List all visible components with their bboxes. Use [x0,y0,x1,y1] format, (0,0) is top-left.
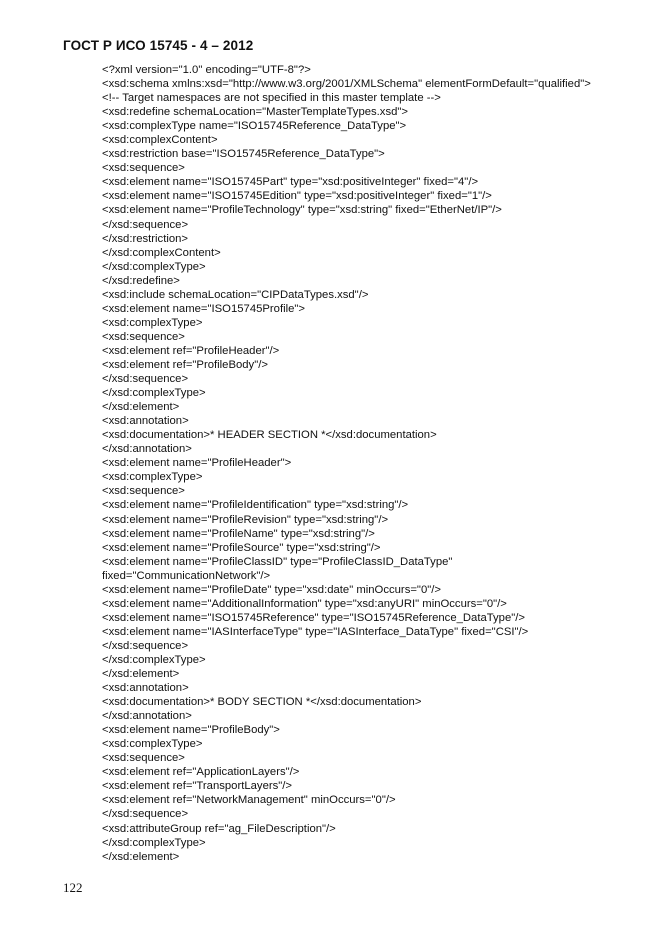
code-line: </xsd:annotation> [102,710,192,723]
code-line: <xsd:element name="ProfileBody"> [102,724,280,737]
code-line: </xsd:sequence> [102,373,189,386]
code-line: <xsd:element name="IASInterfaceType" type="IASInterface_DataType" fixed="CSI"/> [102,625,529,638]
code-line: <xsd:documentation>* HEADER SECTION *</xsd:documentation> [102,429,437,442]
xml-schema-listing [102,63,591,864]
code-line: </xsd:sequence> [102,808,189,821]
code-line: <xsd:complexType> [102,316,203,329]
code-line: <xsd:sequence> [102,162,185,175]
code-line: </xsd:redefine> [102,274,180,287]
code-line: <xsd:attributeGroup ref="ag_FileDescription"/> [102,822,336,835]
code-line: <xsd:restriction base="ISO15745Reference_DataType"> [102,148,385,161]
code-line: <xsd:annotation> [102,682,189,695]
code-line: <xsd:element ref="ProfileBody"/> [102,358,268,371]
code-line: </xsd:sequence> [102,218,189,231]
code-line: <xsd:element name="ProfileIdentification" type="xsd:string"/> [102,499,409,512]
code-line: <xsd:element name="ISO15745Edition" type="xsd:positiveInteger" fixed="1"/> [102,190,492,203]
code-line: <xsd:sequence> [102,485,185,498]
code-line: <xsd:element name="ISO15745Profile"> [102,302,306,315]
code-line: <xsd:schema xmlns:xsd="http://www.w3.org/2001/XMLSchema" elementFormDefault="qualified"> [102,78,591,91]
code-line: </xsd:complexType> [102,387,206,400]
code-line: fixed="CommunicationNetwork"/> [102,569,271,582]
code-line: <!-- Target namespaces are not specified in this master template --> [102,92,441,105]
code-line: <xsd:complexContent> [102,134,218,147]
code-line: </xsd:sequence> [102,639,189,652]
code-line: <xsd:element name="ProfileClassID" type="ProfileClassID_DataType" [102,555,453,568]
code-line: </xsd:annotation> [102,443,192,456]
code-line: <xsd:element ref="NetworkManagement" minOccurs="0"/> [102,794,396,807]
page-header-standard-id: ГОСТ Р ИСО 15745 - 4 – 2012 [63,38,254,53]
code-line: <xsd:sequence> [102,330,185,343]
code-line: <xsd:element name="ISO15745Reference" type="ISO15745Reference_DataType"/> [102,611,525,624]
code-line: <xsd:element name="ProfileTechnology" type="xsd:string" fixed="EtherNet/IP"/> [102,204,502,217]
code-line: <xsd:element name="ProfileSource" type="xsd:string"/> [102,541,381,554]
code-line: </xsd:complexType> [102,260,206,273]
code-line: <xsd:annotation> [102,415,189,428]
code-line: </xsd:element> [102,401,180,414]
code-line: </xsd:element> [102,668,180,681]
code-line: <xsd:complexType> [102,471,203,484]
code-line: <xsd:complexType name="ISO15745Reference_DataType"> [102,120,407,133]
code-line: </xsd:complexType> [102,836,206,849]
code-line: <xsd:element name="ProfileDate" type="xsd:date" minOccurs="0"/> [102,583,441,596]
code-line: <xsd:element name="ISO15745Part" type="xsd:positiveInteger" fixed="4"/> [102,176,479,189]
code-line: <xsd:sequence> [102,752,185,765]
code-line: </xsd:complexType> [102,653,206,666]
code-line: <xsd:element name="ProfileName" type="xsd:string"/> [102,527,375,540]
code-line: <xsd:documentation>* BODY SECTION *</xsd:documentation> [102,696,422,709]
code-line: <xsd:element ref="ProfileHeader"/> [102,344,280,357]
code-line: <xsd:element ref="TransportLayers"/> [102,780,293,793]
code-line: <xsd:element ref="ApplicationLayers"/> [102,766,300,779]
code-line: <xsd:element name="ProfileHeader"> [102,457,292,470]
code-line: </xsd:element> [102,850,180,863]
code-line: <xsd:redefine schemaLocation="MasterTemplateTypes.xsd"> [102,106,408,119]
code-line: <?xml version="1.0" encoding="UTF-8"?> [102,64,311,76]
page-number: 122 [63,880,83,895]
code-line: <xsd:include schemaLocation="CIPDataTypes.xsd"/> [102,288,369,301]
code-line: <xsd:complexType> [102,738,203,751]
code-line: </xsd:complexContent> [102,246,221,259]
code-line: <xsd:element name="ProfileRevision" type="xsd:string"/> [102,513,389,526]
code-line: </xsd:restriction> [102,232,189,245]
code-line: <xsd:element name="AdditionalInformation" type="xsd:anyURI" minOccurs="0"/> [102,597,507,610]
